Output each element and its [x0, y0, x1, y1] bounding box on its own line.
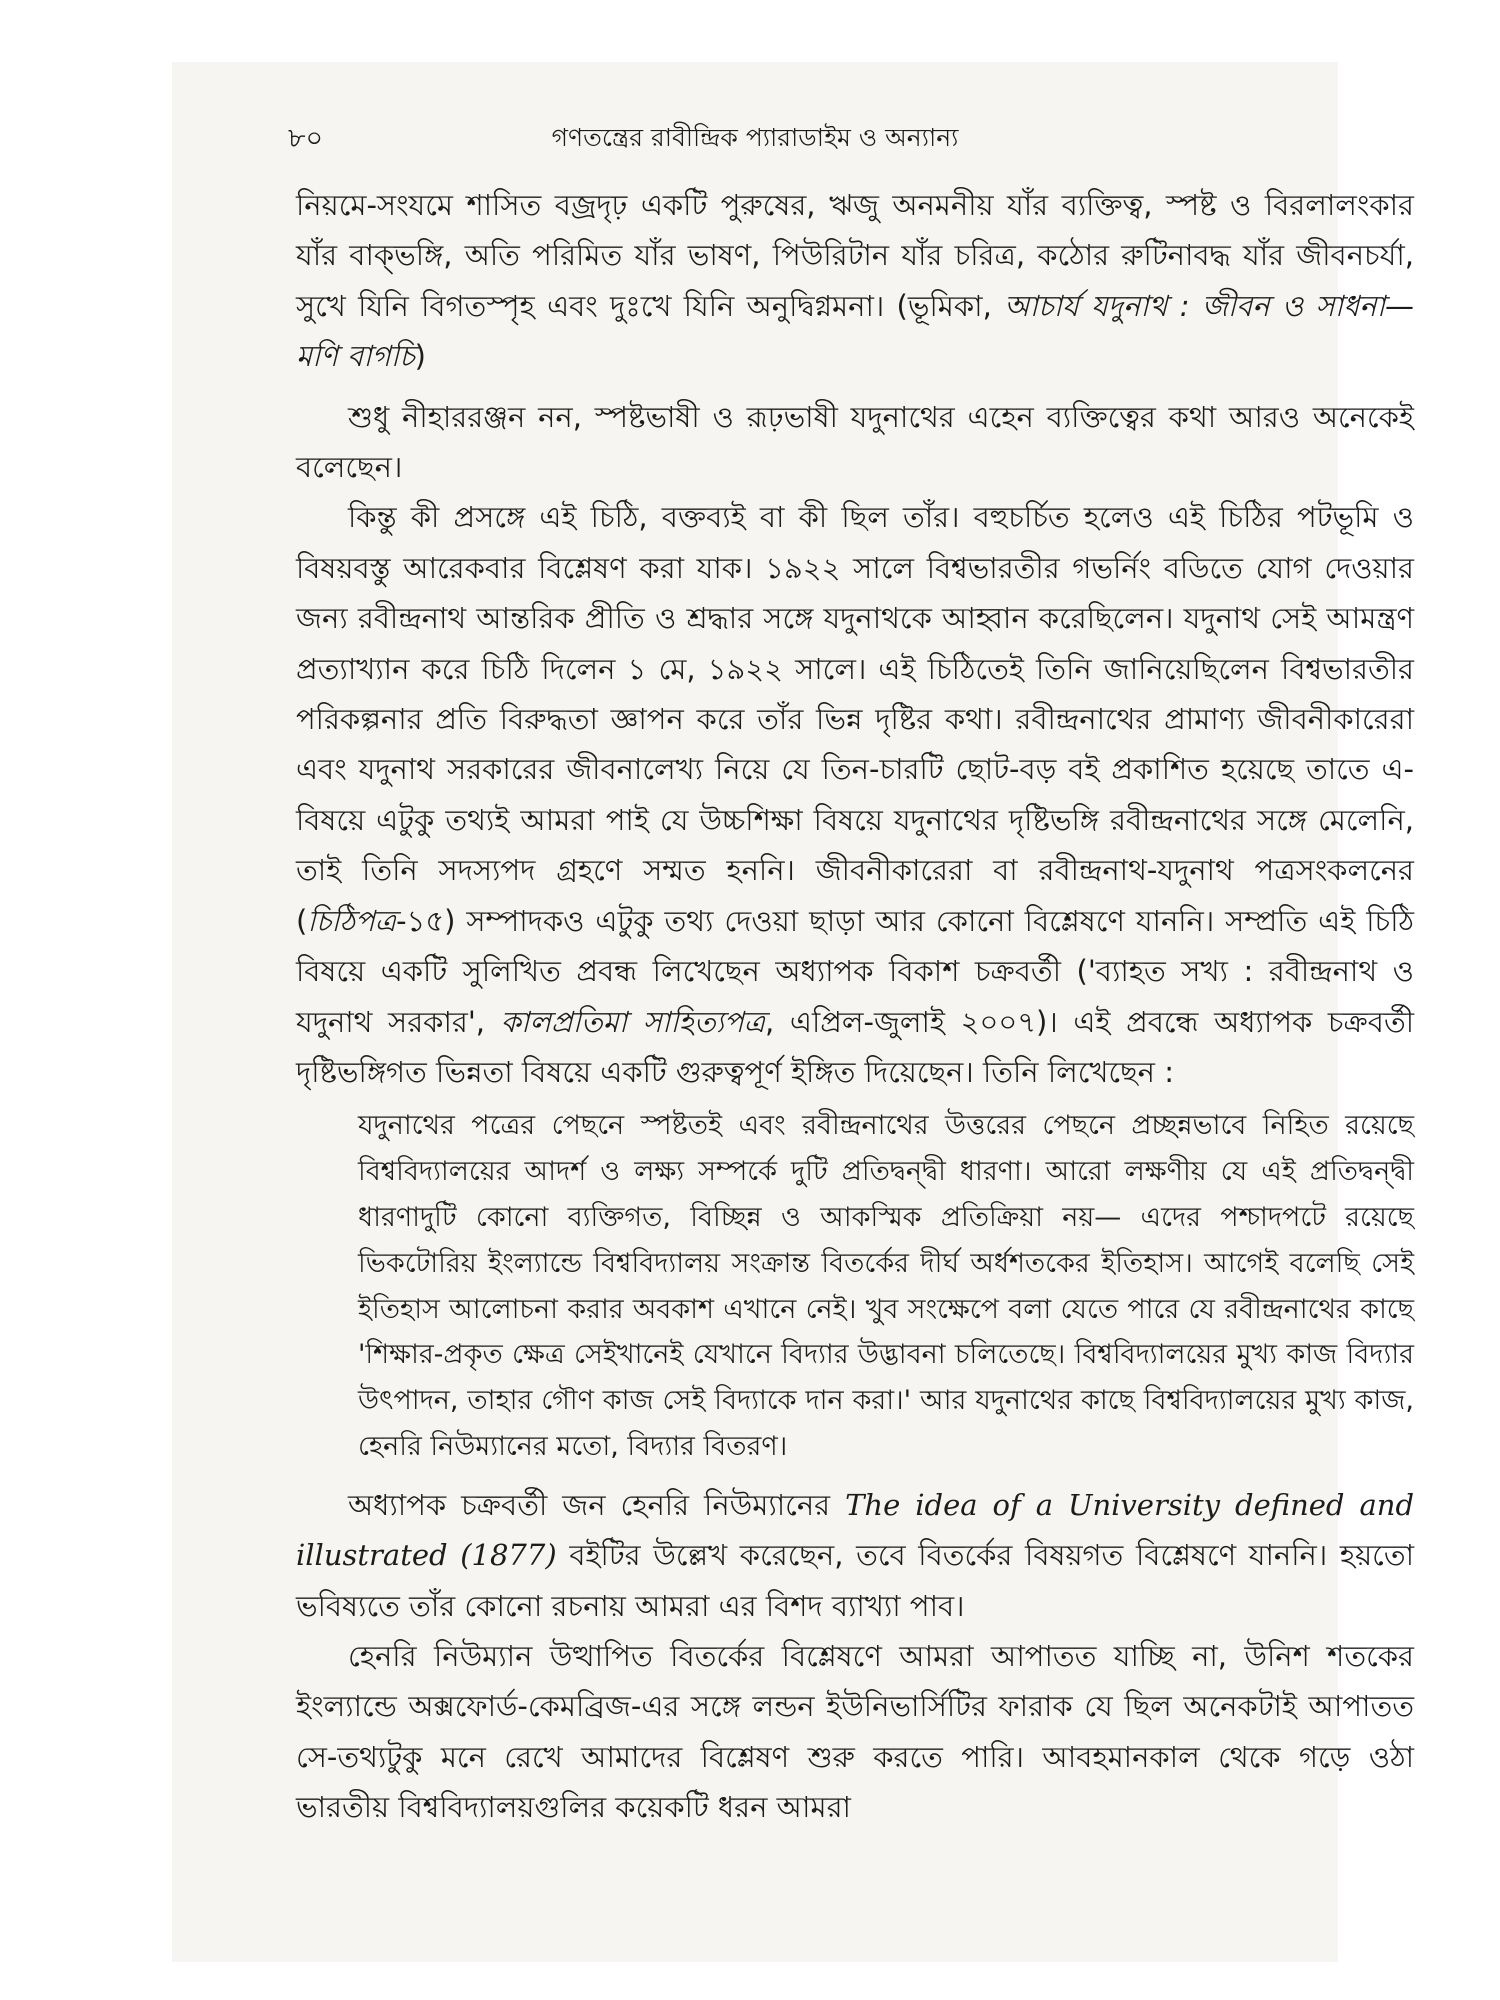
citation: আচার্য যদুনাথ : জীবন ও সাধনা—মণি বাগচি — [296, 288, 1415, 374]
italic-title: চিঠিপত্র — [307, 903, 397, 938]
block-quote: যদুনাথের পত্রের পেছনে স্পষ্টতই এবং রবীন্দ্রনাথের উত্তরের পেছনে প্রচ্ছন্নভাবে নিহিত রয়েছে বিশ্ববিদ্যালয়ের আদর্শ ও লক্ষ্য সম্পর্কে দুটি প্রতিদ্বন্দ্বী ধারণা। আরো লক্ষণীয় যে এই প্রতিদ্বন্দ্বী ধারণাদুটি কোনো ব্যক্তিগত, বিচ্ছিন্ন ও আকস্মিক প্রতিক্রিয়া নয়— এদের পশ্চাদপটে রয়েছে ভিকটোরিয় ইংল্যান্ডে বিশ্ববিদ্যালয় সংক্রান্ত বিতর্কের দীর্ঘ অর্ধশতকের ইতিহাস। আগেই বলেছি সেই ইতিহাস আলোচনা করার অবকাশ এখানে নেই। খুব সংক্ষেপে বলা যেতে পারে যে রবীন্দ্রনাথের কাছে 'শিক্ষার-প্রকৃত ক্ষেত্র সেইখানেই যেখানে বিদ্যার উদ্ভাবনা চলিতেছে। বিশ্ববিদ্যালয়ের মুখ্য কাজ বিদ্যার উৎপাদন, তাহার গৌণ কাজ সেই বিদ্যাকে দান করা।' আর যদুনাথের কাছে বিশ্ববিদ্যালয়ের মুখ্য কাজ, হেনরি নিউম্যানের মতো, বিদ্যার বিতরণ। — [358, 1110, 1414, 1462]
paragraph-text: -১৫) সম্পাদকও এটুকু তথ্য দেওয়া ছাড়া আর কোনো বিশ্লেষণে যাননি। সম্প্রতি এই চিঠি বিষয়ে একটি সুলিখিত প্রবন্ধ লিখেছেন অধ্যাপক বিকাশ চক্রবর্তী ('ব্যাহত সখ্য : রবীন্দ্রনাথ ও যদুনাথ সরকার', — [296, 903, 1414, 1039]
page-header — [172, 118, 1338, 158]
page-body — [296, 180, 1414, 1833]
paragraph-text: , এপ্রিল-জুলাই ২০০৭)। এই প্রবন্ধে অধ্যাপক চক্রবর্তী দৃষ্টিভঙ্গিগত ভিন্নতা বিষয়ে একটি গুরুত্বপূর্ণ ইঙ্গিত দিয়েছেন। তিনি লিখেছেন : — [296, 1004, 1415, 1089]
paragraph — [296, 1480, 1414, 1631]
italic-title: কালপ্রতিমা সাহিত্যপত্র — [500, 1004, 766, 1039]
quote-text: নিয়মে-সংযমে শাসিত বজ্রদৃঢ় একটি পুরুষের, ঋজু অনমনীয় যাঁর ব্যক্তিত্ব, স্পষ্ট ও বিরলালংকার যাঁর বাক্‌ভঙ্গি, অতি পরিমিত যাঁর ভাষণ, পিউরিটান যাঁর চরিত্র, কঠোর রুটিনাবদ্ধ যাঁর জীবনচর্যা, সুখে যিনি বিগতস্পৃহ এবং দুঃখে যিনি অনুদ্বিগ্নমনা। (ভূমিকা, — [296, 188, 1414, 323]
paragraph: হেনরি নিউম্যান উত্থাপিত বিতর্কের বিশ্লেষণে আমরা আপাতত যাচ্ছি না, উনিশ শতকের ইংল্যান্ডে অক্সফোর্ড-কেমব্রিজ-এর সঙ্গে লন্ডন ইউনিভার্সিটির ফারাক যে ছিল অনেকটাই আপাতত সে-তথ্যটুকু মনে রেখে আমাদের বিশ্লেষণ শুরু করতে পারি। আবহমানকাল থেকে গড়ে ওঠা ভারতীয় বিশ্ববিদ্যালয়গুলির কয়েকটি ধরন আমরা — [296, 1638, 1414, 1825]
paragraph: শুধু নীহাররঞ্জন নন, স্পষ্টভাষী ও রূঢ়ভাষী যদুনাথের এহেন ব্যক্তিত্বের কথা আরও অনেকেই বলেছেন। — [296, 399, 1414, 485]
book-page — [172, 62, 1415, 1962]
citation-close: ) — [414, 339, 426, 374]
paragraph — [296, 492, 1414, 1097]
paragraph-text: কিন্তু কী প্রসঙ্গে এই চিঠি, বক্তব্যই বা কী ছিল তাঁর। বহুচর্চিত হলেও এই চিঠির পটভূমি ও বিষয়বস্তু আরেকবার বিশ্লেষণ করা যাক। ১৯২২ সালে বিশ্বভারতীর গভর্নিং বডিতে যোগ দেওয়ার জন্য রবীন্দ্রনাথ আন্তরিক প্রীতি ও শ্রদ্ধার সঙ্গে যদুনাথকে আহ্বান করেছিলেন। যদুনাথ সেই আমন্ত্রণ প্রত্যাখ্যান করে চিঠি দিলেন ১ মে, ১৯২২ সালে। এই চিঠিতেই তিনি জানিয়েছিলেন বিশ্বভারতীর পরিকল্পনার প্রতি বিরুদ্ধতা জ্ঞাপন করে তাঁর ভিন্ন দৃষ্টির কথা। রবীন্দ্রনাথের প্রামাণ্য জীবনীকারেরা এবং যদুনাথ সরকারের জীবনালেখ্য নিয়ে যে তিন-চারটি ছোট-বড় বই প্রকাশিত হয়েছে তাতে এ-বিষয়ে এটুকু তথ্যই আমরা পাই যে উচ্চশিক্ষা বিষয়ে যদুনাথের দৃষ্টিভঙ্গি রবীন্দ্রনাথের সঙ্গে মেলেনি, তাই তিনি সদস্যপদ গ্রহণে সম্মত হননি। জীবনীকারেরা বা রবীন্দ্রনাথ-যদুনাথ পত্রসংকলনের ( — [296, 500, 1414, 938]
quote-continuation — [296, 180, 1414, 382]
page-number: ৮০ — [288, 123, 324, 154]
paragraph-text: বইটির উল্লেখ করেছেন, তবে বিতর্কের বিষয়গত বিশ্লেষণে যাননি। হয়তো ভবিষ্যতে তাঁর কোনো রচনায় আমরা এর বিশদ ব্যাখ্যা পাব। — [296, 1538, 1414, 1623]
paragraph-text: অধ্যাপক চক্রবর্তী জন হেনরি নিউম্যানের — [348, 1487, 831, 1522]
book-title: The idea of a University defined and illustrated (1877) — [296, 1487, 1415, 1573]
running-title: গণতন্ত্রের রাবীন্দ্রিক প্যারাডাইম ও অন্যান্য — [551, 123, 959, 152]
